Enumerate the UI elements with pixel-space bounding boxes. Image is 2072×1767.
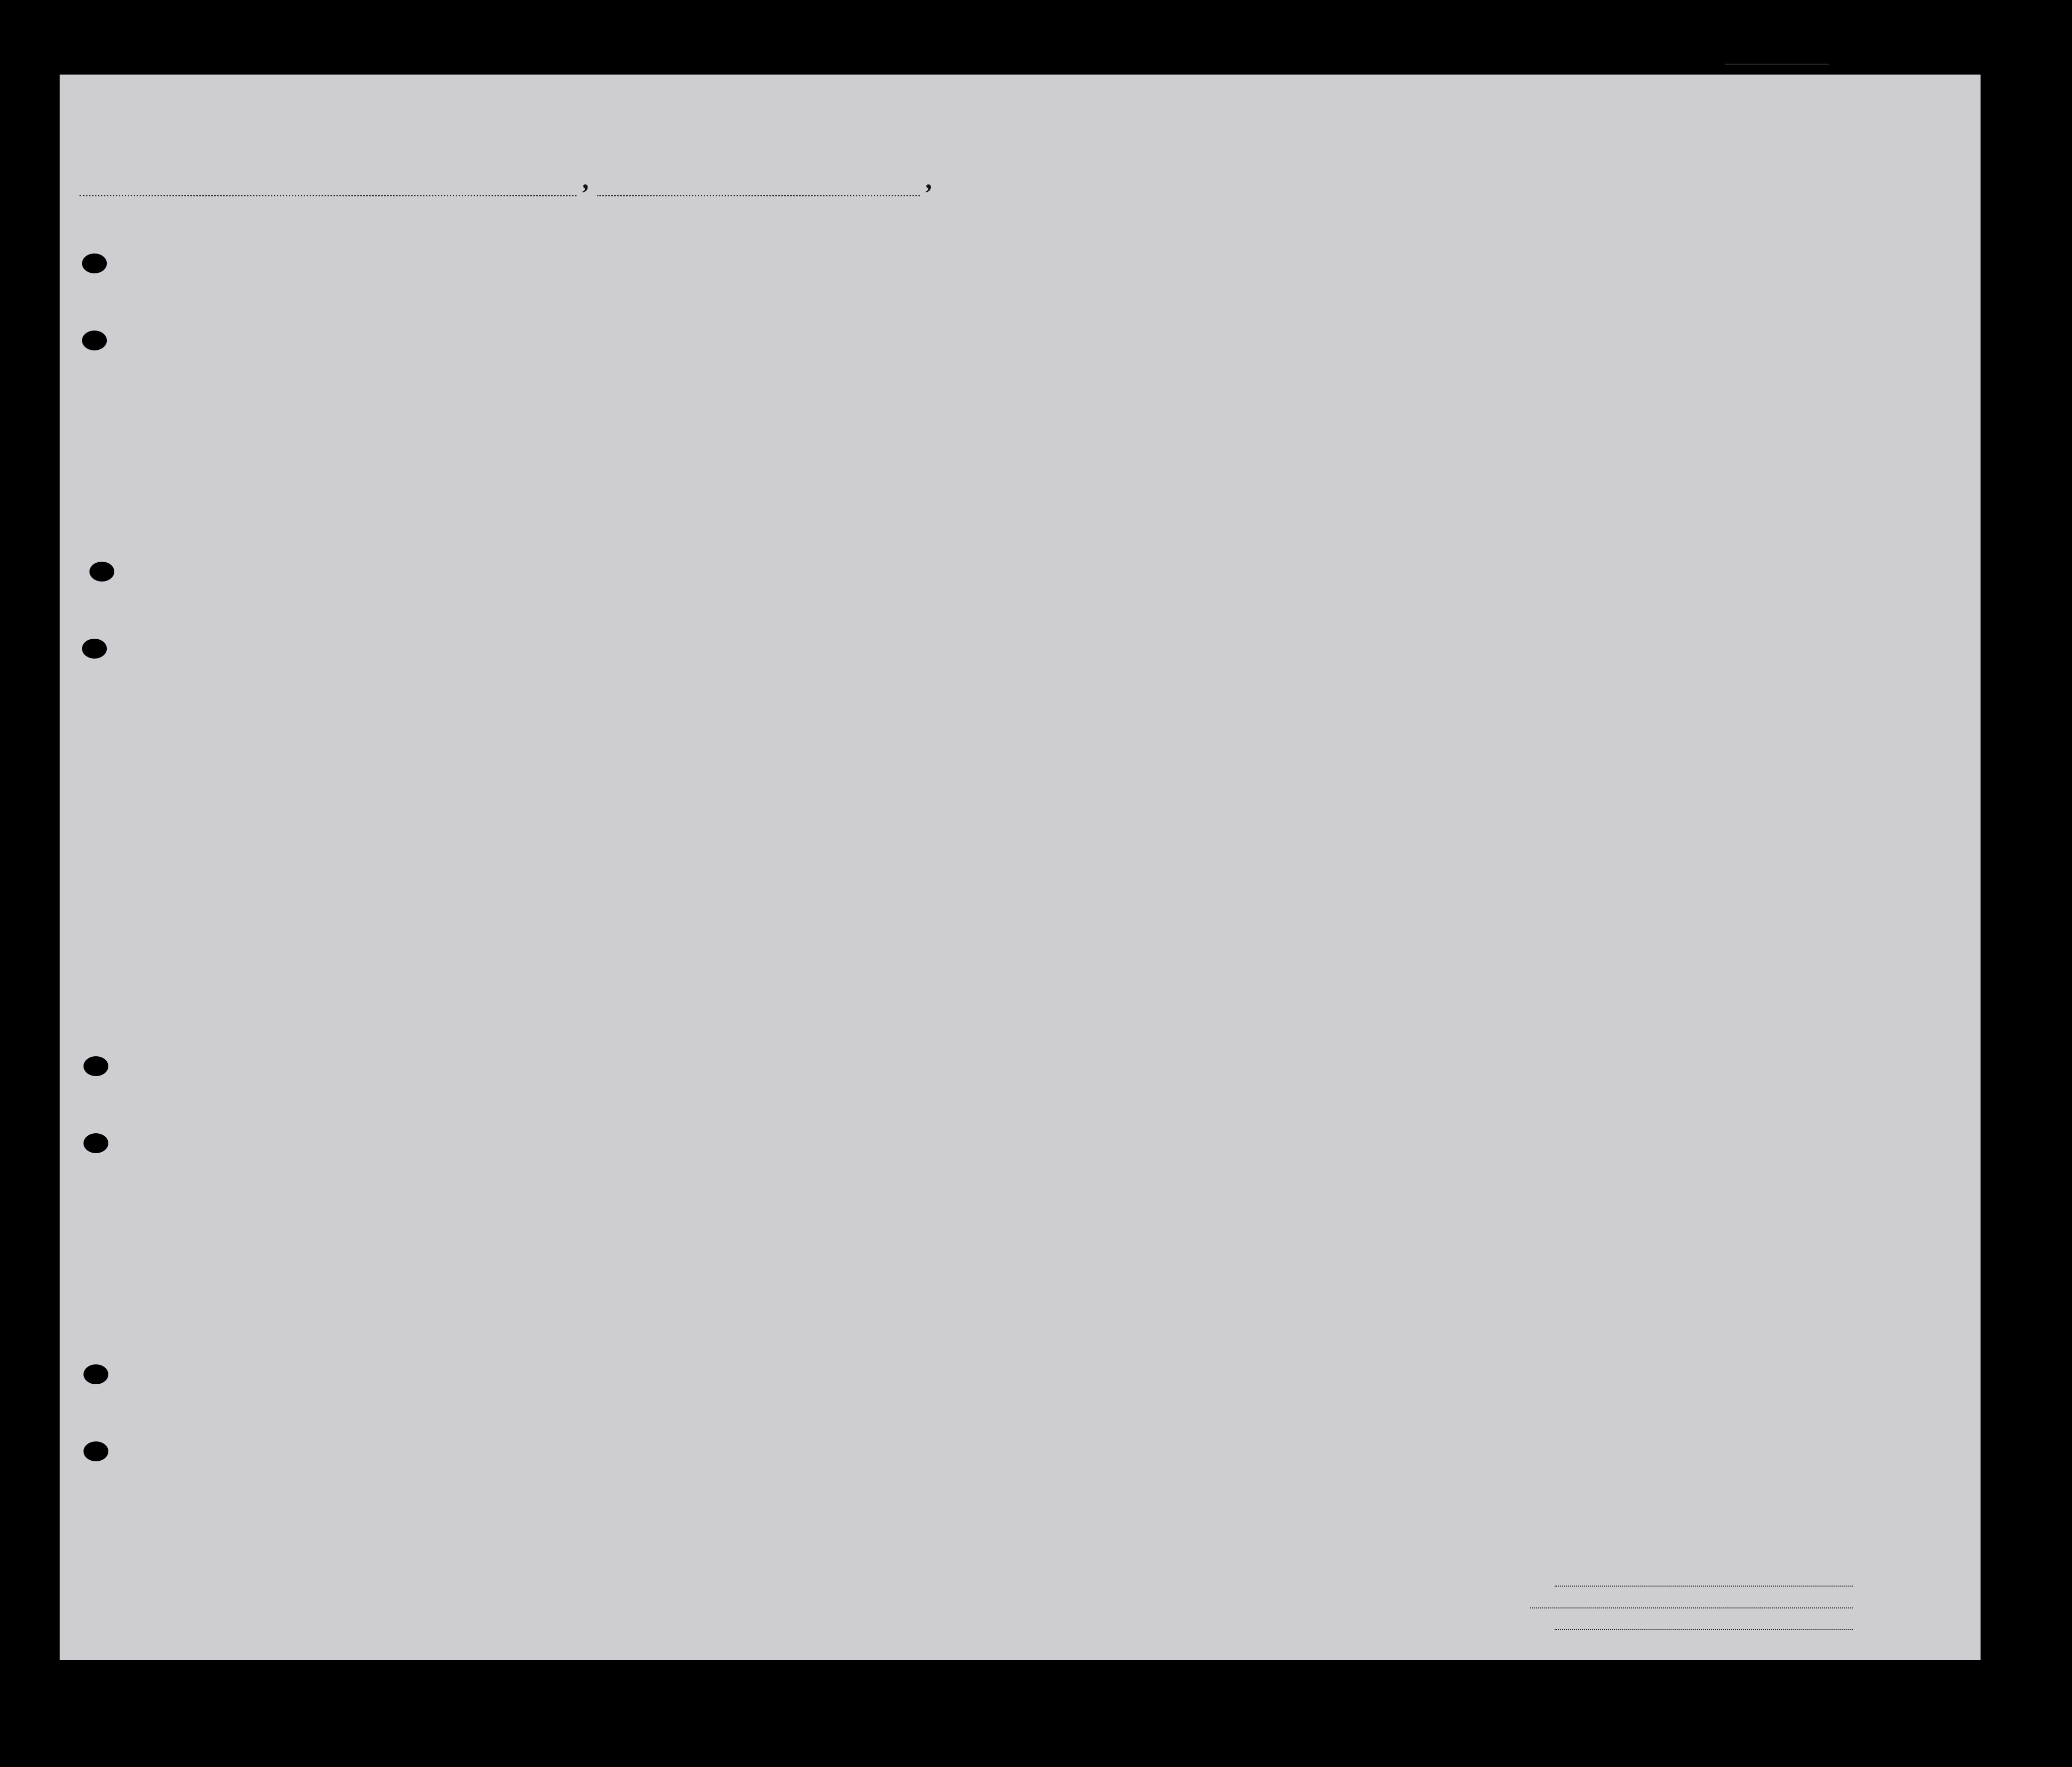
local-agents-field [1555,1629,1853,1630]
owners-field [1530,1607,1853,1608]
binder-hole [83,1441,108,1461]
binder-hole [82,253,107,273]
binder-hole [82,639,107,659]
binder-hole [89,562,114,582]
binder-hole [83,1056,108,1076]
binder-hole [83,1364,108,1384]
arriving-line: , , [80,164,938,196]
binder-hole [82,331,107,350]
binder-hole [83,1133,108,1153]
line-field [1555,1586,1853,1587]
